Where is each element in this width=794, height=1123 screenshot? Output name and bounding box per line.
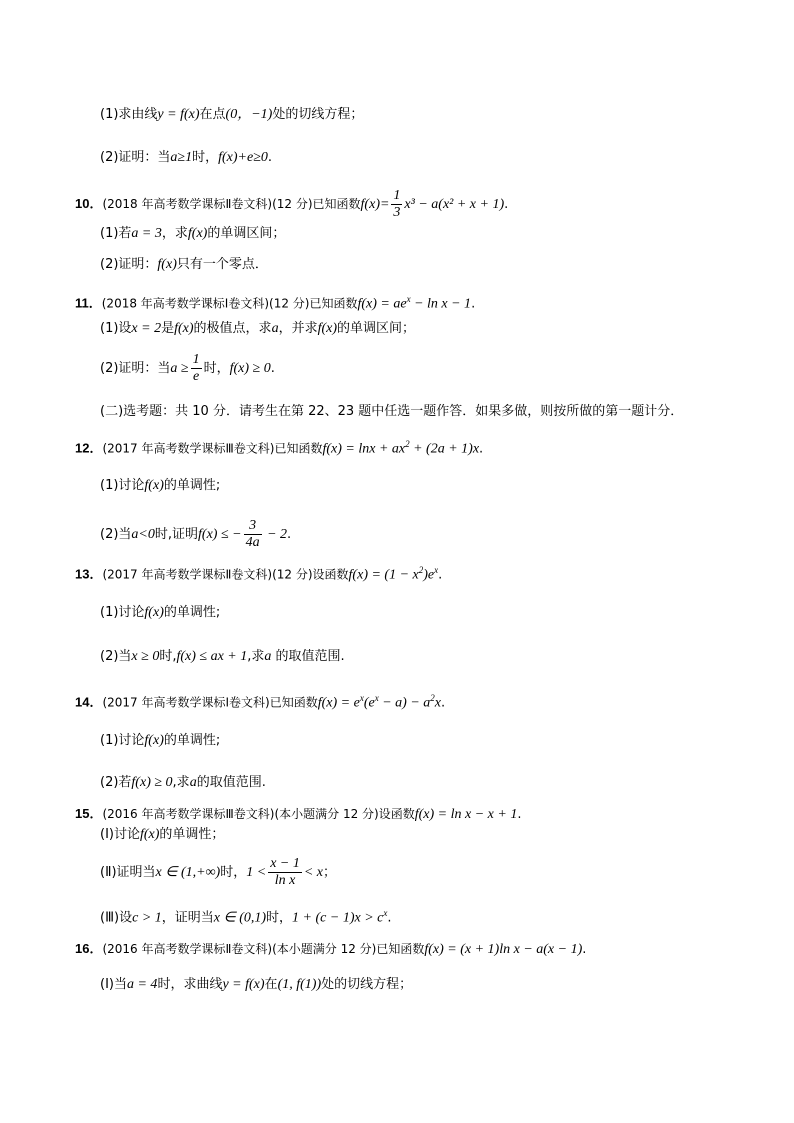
- elective-section-heading: (二)选考题：共 10 分．请考生在第 22、23 题中任选一题作答．如果多做，则按所做的第一题计分．: [100, 404, 684, 419]
- problem-11-part-1: (1)设x = 2是f(x)的极值点，求a，并求f(x)的单调区间；: [100, 321, 416, 336]
- problem-10-statement: 10．(2018 年高考数学课标Ⅱ卷文科)(12 分)已知函数f(x)= $\frac{1}{3}$ x³ − a(x² + x + 1).: [75, 188, 509, 220]
- problem-15-part-3: (Ⅲ)设c > 1，证明当x ∈ (0,1)时，$1 + (c - 1)x > c^x$.: [100, 908, 392, 926]
- problem-9-part-1: (1)求由线y = f(x)在点(0，−1)处的切线方程；: [100, 107, 364, 122]
- problem-13-part-2: (2)当x ≥ 0时,f(x) ≤ ax + 1,求a 的取值范围.: [100, 649, 345, 664]
- problem-16-part-1: (Ⅰ)当a = 4时，求曲线y = f(x)在(1, f(1))处的切线方程；: [100, 977, 413, 992]
- problem-14-part-2: (2)若f(x) ≥ 0,求a的取值范围.: [100, 775, 266, 790]
- problem-10-part-2: (2)证明：f(x)只有一个零点．: [100, 257, 268, 272]
- problem-11-part-2: (2)证明：当a ≥ $\frac{1}{e}$ 时，f(x) ≥ 0.: [100, 352, 275, 384]
- problem-12-part-1: (1)讨论f(x)的单调性;: [100, 478, 221, 493]
- fraction-one-over-e: $\frac{1}{e}$: [192, 352, 200, 384]
- problem-9-part-2: (2)证明：当a≥1时，f(x)+e≥0.: [100, 150, 273, 165]
- problem-12-statement: 12．(2017 年高考数学课标Ⅲ卷文科)已知函数$f(x) = \ln x + ax^2 + (2a + 1)x$.: [75, 439, 484, 457]
- problem-15-statement: 15．(2016 年高考数学课标Ⅲ卷文科)(本小题满分 12 分)设函数f(x) = ln x − x + 1.: [75, 806, 522, 822]
- problem-15-part-1: (Ⅰ)讨论f(x)的单调性；: [100, 827, 225, 842]
- problem-15-part-2: (Ⅱ)证明当x ∈ (1,+∞)时，1 < $\frac{x - 1}{\text{ln x}}$ < x；: [100, 856, 337, 888]
- problem-13-statement: 13．(2017 年高考数学课标Ⅱ卷文科)(12 分)设函数$f(x) = (1 - x^2)e^x$.: [75, 565, 443, 583]
- fraction-three-over-four-a: $\frac{3}{4a}$: [245, 518, 260, 550]
- problem-14-statement: 14．(2017 年高考数学课标Ⅰ卷文科)已知函数$f(x) = e^x(e^x - a) - a^2x$.: [75, 693, 446, 711]
- problem-12-part-2: (2)当a<0时,证明f(x) ≤ − $\frac{3}{4a}$ − 2.: [100, 518, 292, 550]
- problem-13-part-1: (1)讨论f(x)的单调性;: [100, 605, 221, 620]
- fraction-x-minus-1-over-ln-x: $\frac{x - 1}{\text{ln x}}$: [270, 856, 300, 888]
- problem-11-statement: 11．(2018 年高考数学课标Ⅰ卷文科)(12 分)已知函数$f(x) = ae^x - \ln x - 1$.: [75, 294, 476, 312]
- fraction-one-third: $\frac{1}{3}$: [393, 188, 401, 220]
- problem-14-part-1: (1)讨论f(x)的单调性;: [100, 733, 221, 748]
- problem-10-part-1: (1)若a = 3，求f(x)的单调区间；: [100, 226, 286, 241]
- problem-16-statement: 16．(2016 年高考数学课标Ⅱ卷文科)(本小题满分 12 分)已知函数f(x) = (x + 1)ln x − a(x − 1).: [75, 941, 587, 957]
